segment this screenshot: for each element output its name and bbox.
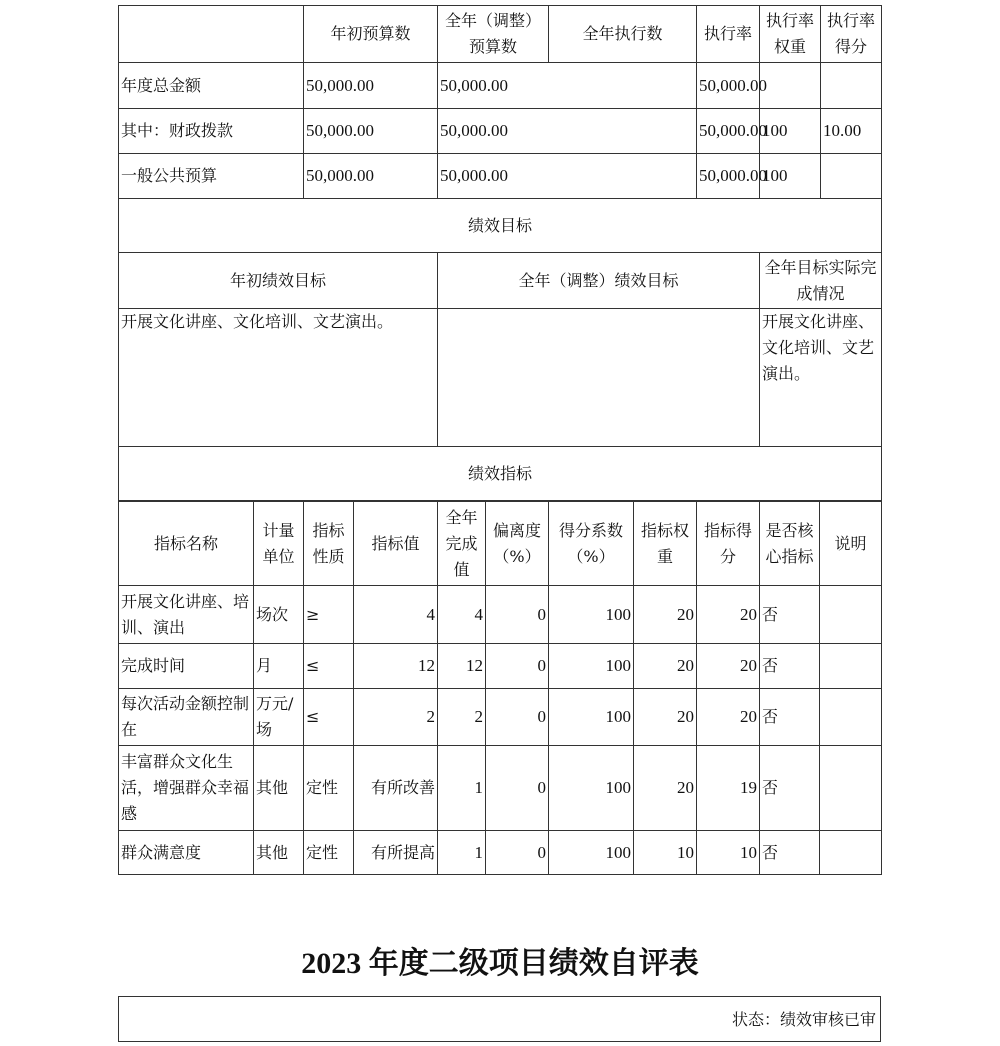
header-adjusted-goal: 全年（调整）绩效目标 xyxy=(438,253,760,309)
indicator-score: 19 xyxy=(697,746,760,831)
table-row xyxy=(119,689,882,746)
indicator-weight: 20 xyxy=(634,644,697,689)
indicator-deviation: 0 xyxy=(486,586,549,644)
header-nature: 指标性质 xyxy=(304,502,354,586)
status-box xyxy=(118,996,881,1042)
indicator-note xyxy=(820,746,882,831)
rate-value: 100 xyxy=(760,154,821,199)
indicator-deviation: 0 xyxy=(486,689,549,746)
indicator-target: 4 xyxy=(354,586,438,644)
indicator-core: 否 xyxy=(760,746,820,831)
budget-goals-table xyxy=(118,5,882,501)
indicators-header-row xyxy=(119,502,882,586)
indicator-actual: 4 xyxy=(438,586,486,644)
indicator-name: 群众满意度 xyxy=(119,831,254,875)
header-weight: 指标权重 xyxy=(634,502,697,586)
indicator-unit: 场次 xyxy=(254,586,304,644)
corner-cell xyxy=(119,6,304,63)
indicator-note xyxy=(820,644,882,689)
indicator-note xyxy=(820,689,882,746)
indicator-note xyxy=(820,586,882,644)
weight-value xyxy=(821,154,882,199)
indicator-core: 否 xyxy=(760,689,820,746)
header-rate-weight: 执行率权重 xyxy=(760,6,821,63)
header-exec-rate: 执行率 xyxy=(697,6,760,63)
indicator-coefficient: 100 xyxy=(549,746,634,831)
header-unit: 计量单位 xyxy=(254,502,304,586)
indicator-core: 否 xyxy=(760,644,820,689)
indicator-coefficient: 100 xyxy=(549,586,634,644)
indicators-table xyxy=(118,501,882,875)
indicator-target: 2 xyxy=(354,689,438,746)
indicator-actual: 1 xyxy=(438,746,486,831)
header-actual-completion: 全年目标实际完成情况 xyxy=(760,253,882,309)
indicator-weight: 20 xyxy=(634,586,697,644)
table-row xyxy=(119,746,882,831)
adjusted-value: 50,000.00 xyxy=(438,109,697,154)
executed-value: 50,000.00 xyxy=(697,109,760,154)
indicator-nature: ≤ xyxy=(304,689,354,746)
initial-goal-text: 开展文化讲座、文化培训、文艺演出。 xyxy=(119,309,438,447)
indicator-weight: 10 xyxy=(634,831,697,875)
adjusted-goal-text xyxy=(438,309,760,447)
weight-value xyxy=(821,63,882,109)
indicator-actual: 2 xyxy=(438,689,486,746)
initial-value: 50,000.00 xyxy=(304,154,438,199)
rate-value xyxy=(760,63,821,109)
indicator-name: 丰富群众文化生活，增强群众幸福感 xyxy=(119,746,254,831)
header-initial-budget: 年初预算数 xyxy=(304,6,438,63)
indicator-weight: 20 xyxy=(634,689,697,746)
indicator-nature: ≥ xyxy=(304,586,354,644)
indicator-name: 每次活动金额控制在 xyxy=(119,689,254,746)
executed-value: 50,000.00 xyxy=(697,63,760,109)
indicator-target: 有所提高 xyxy=(354,831,438,875)
table-row xyxy=(119,154,882,199)
indicator-deviation: 0 xyxy=(486,644,549,689)
indicator-unit: 其他 xyxy=(254,746,304,831)
indicator-core: 否 xyxy=(760,831,820,875)
adjusted-value: 50,000.00 xyxy=(438,154,697,199)
header-coefficient: 得分系数（%） xyxy=(549,502,634,586)
indicator-core: 否 xyxy=(760,586,820,644)
indicator-deviation: 0 xyxy=(486,831,549,875)
indicator-note xyxy=(820,831,882,875)
indicator-target: 12 xyxy=(354,644,438,689)
indicator-deviation: 0 xyxy=(486,746,549,831)
adjusted-value: 50,000.00 xyxy=(438,63,697,109)
indicator-name: 完成时间 xyxy=(119,644,254,689)
indicator-score: 20 xyxy=(697,586,760,644)
indicator-coefficient: 100 xyxy=(549,831,634,875)
indicator-coefficient: 100 xyxy=(549,644,634,689)
header-executed: 全年执行数 xyxy=(549,6,697,63)
goals-section-title: 绩效目标 xyxy=(119,199,882,253)
indicator-unit: 其他 xyxy=(254,831,304,875)
header-target: 指标值 xyxy=(354,502,438,586)
executed-value: 50,000.00 xyxy=(697,154,760,199)
table-row xyxy=(119,831,882,875)
indicator-nature: 定性 xyxy=(304,831,354,875)
row-label: 一般公共预算 xyxy=(119,154,304,199)
header-indicator-name: 指标名称 xyxy=(119,502,254,586)
indicator-score: 20 xyxy=(697,644,760,689)
header-initial-goal: 年初绩效目标 xyxy=(119,253,438,309)
table-row xyxy=(119,63,882,109)
indicators-section-title: 绩效指标 xyxy=(119,447,882,501)
indicator-score: 10 xyxy=(697,831,760,875)
indicator-coefficient: 100 xyxy=(549,689,634,746)
header-score: 指标得分 xyxy=(697,502,760,586)
indicator-actual: 12 xyxy=(438,644,486,689)
indicator-unit: 月 xyxy=(254,644,304,689)
indicator-weight: 20 xyxy=(634,746,697,831)
header-actual: 全年完成值 xyxy=(438,502,486,586)
initial-value: 50,000.00 xyxy=(304,109,438,154)
indicator-nature: ≤ xyxy=(304,644,354,689)
rate-value: 100 xyxy=(760,109,821,154)
table-row xyxy=(119,109,882,154)
table-row xyxy=(119,586,882,644)
table-row xyxy=(119,644,882,689)
header-adjusted-budget: 全年（调整）预算数 xyxy=(438,6,549,63)
header-rate-score: 执行率得分 xyxy=(821,6,882,63)
indicator-unit: 万元/场 xyxy=(254,689,304,746)
row-label: 年度总金额 xyxy=(119,63,304,109)
indicator-nature: 定性 xyxy=(304,746,354,831)
actual-completion-text: 开展文化讲座、文化培训、文艺演出。 xyxy=(760,309,882,447)
status-text: 状态：绩效审核已审 xyxy=(731,1010,876,1029)
indicator-score: 20 xyxy=(697,689,760,746)
header-core: 是否核心指标 xyxy=(760,502,820,586)
header-note: 说明 xyxy=(820,502,882,586)
header-deviation: 偏离度（%） xyxy=(486,502,549,586)
weight-value: 10.00 xyxy=(821,109,882,154)
initial-value: 50,000.00 xyxy=(304,63,438,109)
row-label: 其中：财政拨款 xyxy=(119,109,304,154)
indicator-name: 开展文化讲座、培训、演出 xyxy=(119,586,254,644)
indicator-actual: 1 xyxy=(438,831,486,875)
page-title: 2023 年度二级项目绩效自评表 xyxy=(301,947,699,980)
indicator-target: 有所改善 xyxy=(354,746,438,831)
